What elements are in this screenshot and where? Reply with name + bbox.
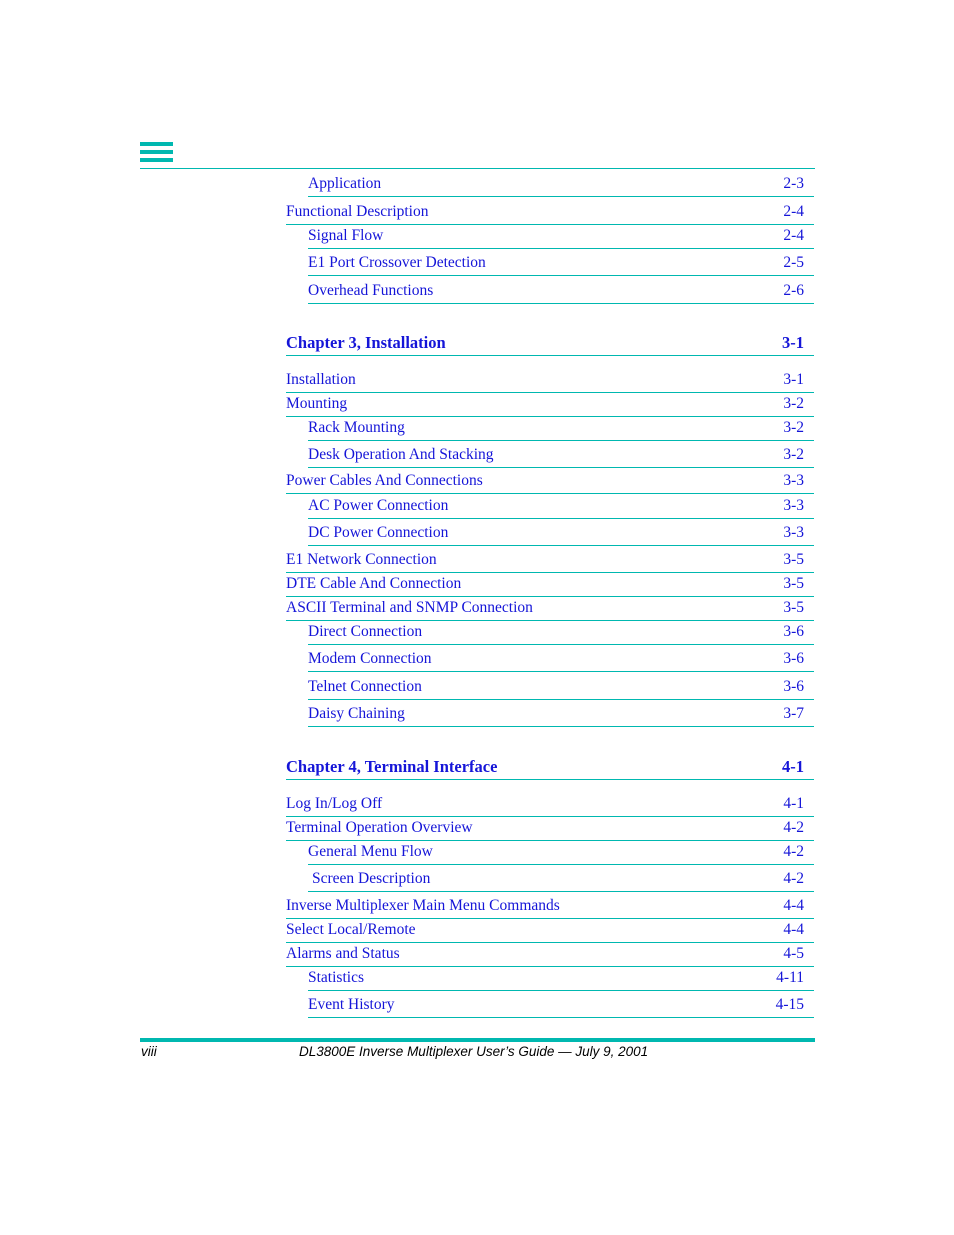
toc-entry[interactable] [286,552,814,573]
toc-entry-label: Terminal Operation Overview [286,819,473,836]
toc-entry[interactable] [286,473,814,494]
toc-entry-label: Event History [308,996,395,1013]
toc-entry[interactable] [286,898,814,919]
toc-entry-label: Rack Mounting [308,419,405,436]
toc-entry[interactable] [286,820,814,841]
toc-entry[interactable] [308,871,814,892]
toc-entry[interactable] [308,525,814,546]
toc-entry-label: Application [308,175,382,192]
toc-entry[interactable] [308,706,814,727]
toc-entry-page: 3-5 [783,599,804,616]
toc-entry-page: 3-5 [783,551,804,568]
toc-entry-label: ASCII Terminal and SNMP Connection [286,599,533,616]
toc-entry-page: 4-2 [783,843,804,860]
toc-entry-page: 3-3 [783,497,804,514]
toc-entry[interactable] [286,946,814,967]
toc-entry[interactable] [308,228,814,249]
toc-entry-label: Direct Connection [308,623,423,640]
toc-entry-label: Signal Flow [308,227,384,244]
toc-entry-page: 4-1 [782,757,804,776]
toc-entry-page: 3-1 [782,333,804,352]
toc-entry-page: 3-3 [783,524,804,541]
toc-entry-label: Modem Connection [308,650,432,667]
toc-entry-page: 3-3 [783,472,804,489]
toc-entry-page: 4-4 [783,897,804,914]
toc-entry-label: Telnet Connection [308,678,422,695]
toc-entry[interactable] [308,447,814,468]
footer-rule [140,1038,815,1042]
toc-entry-page: 3-2 [783,419,804,436]
toc-entry[interactable] [308,283,814,304]
toc-entry[interactable] [286,204,814,225]
toc-entry-label: DTE Cable And Connection [286,575,462,592]
toc-entry[interactable] [308,176,814,197]
toc-entry-label: General Menu Flow [308,843,433,860]
toc-entry[interactable] [308,679,814,700]
toc-entry-page: 4-15 [775,996,804,1013]
toc-entry[interactable] [308,498,814,519]
toc-entry-label: Chapter 3, Installation [286,333,446,352]
toc-entry-page: 4-1 [783,795,804,812]
toc-entry-label: Screen Description [312,870,431,887]
footer-title: DL3800E Inverse Multiplexer User’s Guide — July 9, 2001 [299,1044,649,1059]
toc-entry-label: Log In/Log Off [286,795,383,812]
toc-entry-page: 3-6 [783,623,804,640]
toc-entry-page: 4-4 [783,921,804,938]
toc-entry-page: 3-7 [783,705,804,722]
toc-chapter-entry[interactable] [286,335,814,356]
toc-entry-page: 3-1 [783,371,804,388]
toc-entry[interactable] [286,372,814,393]
toc-entry-label: E1 Network Connection [286,551,437,568]
toc-entry[interactable] [308,420,814,441]
toc-entry-label: Overhead Functions [308,282,434,299]
toc-entry[interactable] [286,576,814,597]
toc-entry-label: Statistics [308,969,364,986]
toc-entry[interactable] [308,997,814,1018]
toc-entry-label: Inverse Multiplexer Main Menu Commands [286,897,560,914]
toc-entry-page: 2-5 [783,254,804,271]
toc-entry-page: 3-2 [783,395,804,412]
toc-entry[interactable] [308,970,814,991]
toc-entry[interactable] [286,396,814,417]
toc-entry-label: Functional Description [286,203,429,220]
toc-entry-page: 3-6 [783,678,804,695]
toc-entry-page: 2-4 [783,227,804,244]
toc-entry-page: 2-4 [783,203,804,220]
toc-chapter-entry[interactable] [286,759,814,780]
toc-entry-label: Select Local/Remote [286,921,416,938]
toc-entry-label: Power Cables And Connections [286,472,483,489]
toc-entry-page: 4-2 [783,819,804,836]
footer-page-number: viii [141,1044,157,1059]
toc-entry[interactable] [308,255,814,276]
toc-entry-label: Daisy Chaining [308,705,405,722]
toc-entry-page: 4-5 [783,945,804,962]
toc-entry-page: 2-6 [783,282,804,299]
toc-entry-label: Mounting [286,395,348,412]
toc-entry-page: 2-3 [783,175,804,192]
toc-entry-label: Chapter 4, Terminal Interface [286,757,498,776]
toc-entry-page: 3-6 [783,650,804,667]
toc-entry-label: Desk Operation And Stacking [308,446,494,463]
toc-entry[interactable] [286,600,814,621]
toc-entry[interactable] [286,796,814,817]
toc-entry-label: DC Power Connection [308,524,449,541]
toc-entry-label: AC Power Connection [308,497,449,514]
toc-entry-page: 4-11 [776,969,804,986]
toc-entry-page: 4-2 [783,870,804,887]
toc-entry-page: 3-5 [783,575,804,592]
toc-entry[interactable] [308,844,814,865]
toc-entry[interactable] [308,651,814,672]
toc-entry[interactable] [286,922,814,943]
toc-entry[interactable] [308,624,814,645]
toc-entry-label: Installation [286,371,356,388]
toc-entry-page: 3-2 [783,446,804,463]
toc-entry-label: Alarms and Status [286,945,400,962]
toc-entry-label: E1 Port Crossover Detection [308,254,486,271]
